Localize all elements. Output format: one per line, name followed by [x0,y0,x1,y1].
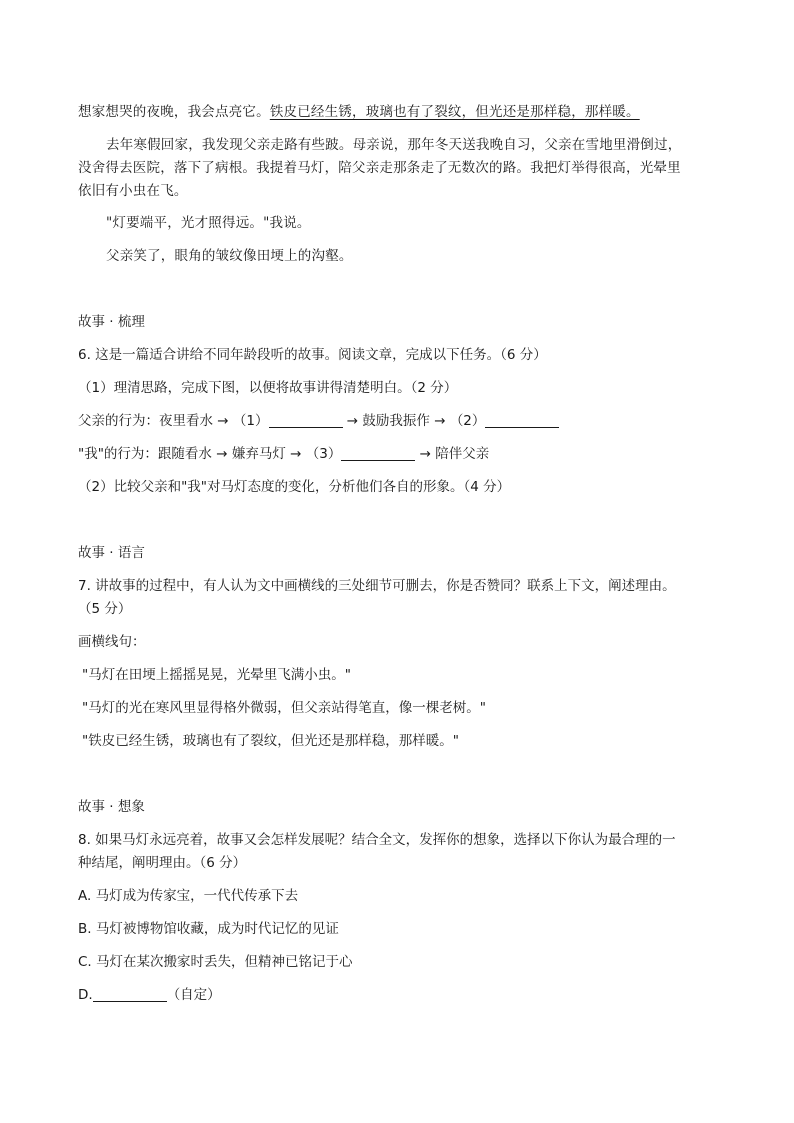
arrow-icon: → [346,413,359,429]
question-6-1: （1）理清思路，完成下图，以便将故事讲得清楚明白。（2 分） [78,380,458,396]
blank-number: （1） [232,413,269,429]
answer-blank[interactable] [341,446,415,461]
arrow-icon: → [419,446,431,462]
answer-blank[interactable] [269,413,343,428]
arrow-icon: → [290,446,302,462]
passage-line: "灯要端平，光才照得远。"我说。 [106,215,311,231]
blank-number: （2） [449,413,486,429]
arrow-icon: → [216,446,228,462]
flow-label: "我"的行为：跟随看水 [78,446,212,462]
quoted-sentence: "马灯的光在寒风里显得格外微弱，但父亲站得笔直，像一棵老树。" [82,700,486,716]
option-a: A. 马灯成为传家宝，一代代传承下去 [78,888,299,904]
option-letter: D. [78,987,93,1003]
question-6: 6. 这是一篇适合讲给不同年龄段听的故事。阅读文章，完成以下任务。（6 分） [78,347,547,363]
passage-line [78,100,640,120]
passage-text: 想家想哭的夜晚，我会点亮它。 [78,104,270,120]
question-7: 7. 讲故事的过程中，有人认为文中画横线的三处细节可删去，你是否赞同？联系上下文，阐述理由。 [78,578,676,594]
flow-step: 嫌弃马灯 [231,446,286,462]
passage-line: 父亲笑了，眼角的皱纹像田埂上的沟壑。 [106,248,353,264]
section-heading: 故事 · 想象 [78,799,145,815]
flow-step: 陪伴父亲 [435,446,490,462]
question-7-score: （5 分） [78,601,132,617]
quoted-sentence: "马灯在田埂上摇摇晃晃，光晕里飞满小虫。" [82,667,351,683]
option-d [78,983,221,1003]
arrow-icon: → [434,413,446,429]
section-heading: 故事 · 语言 [78,545,145,561]
answer-blank[interactable] [485,413,559,428]
passage-line: 没舍得去医院，落下了病根。我提着马灯，陪父亲走那条走了无数次的路。我把灯举得很高，光晕里 [78,160,681,176]
flow-step: 鼓励我振作 [362,413,430,429]
passage-line: 去年寒假回家，我发现父亲走路有些跛。母亲说，那年冬天送我晚自习，父亲在雪地里滑倒过， [106,137,682,153]
underlined-sentence: 铁皮已经生锈，玻璃也有了裂纹，但光还是那样稳，那样暖。 [269,104,640,120]
question-8-cont: 种结尾，阐明理由。（6 分） [78,855,247,871]
option-note: （自定） [166,987,221,1003]
question-6-2: （2）比较父亲和"我"对马灯态度的变化，分析他们各自的形象。（4 分） [78,479,511,495]
answer-blank[interactable] [93,987,167,1002]
option-c: C. 马灯在某次搬家时丢失，但精神已铭记于心 [78,954,353,970]
me-flow [78,442,489,462]
flow-label: 父亲的行为：夜里看水 [78,413,213,429]
underlined-label: 画横线句： [78,634,146,650]
blank-number: （3） [305,446,342,462]
passage-line: 依旧有小虫在飞。 [78,183,188,199]
section-heading: 故事 · 梳理 [78,314,145,330]
option-b: B. 马灯被博物馆收藏，成为时代记忆的见证 [78,921,339,937]
arrow-icon: → [217,413,229,429]
question-8: 8. 如果马灯永远亮着，故事又会怎样发展呢？结合全文，发挥你的想象，选择以下你认为最合理的一 [78,832,676,848]
father-flow [78,409,559,429]
quoted-sentence: "铁皮已经生锈，玻璃也有了裂纹，但光还是那样稳，那样暖。" [82,733,459,749]
